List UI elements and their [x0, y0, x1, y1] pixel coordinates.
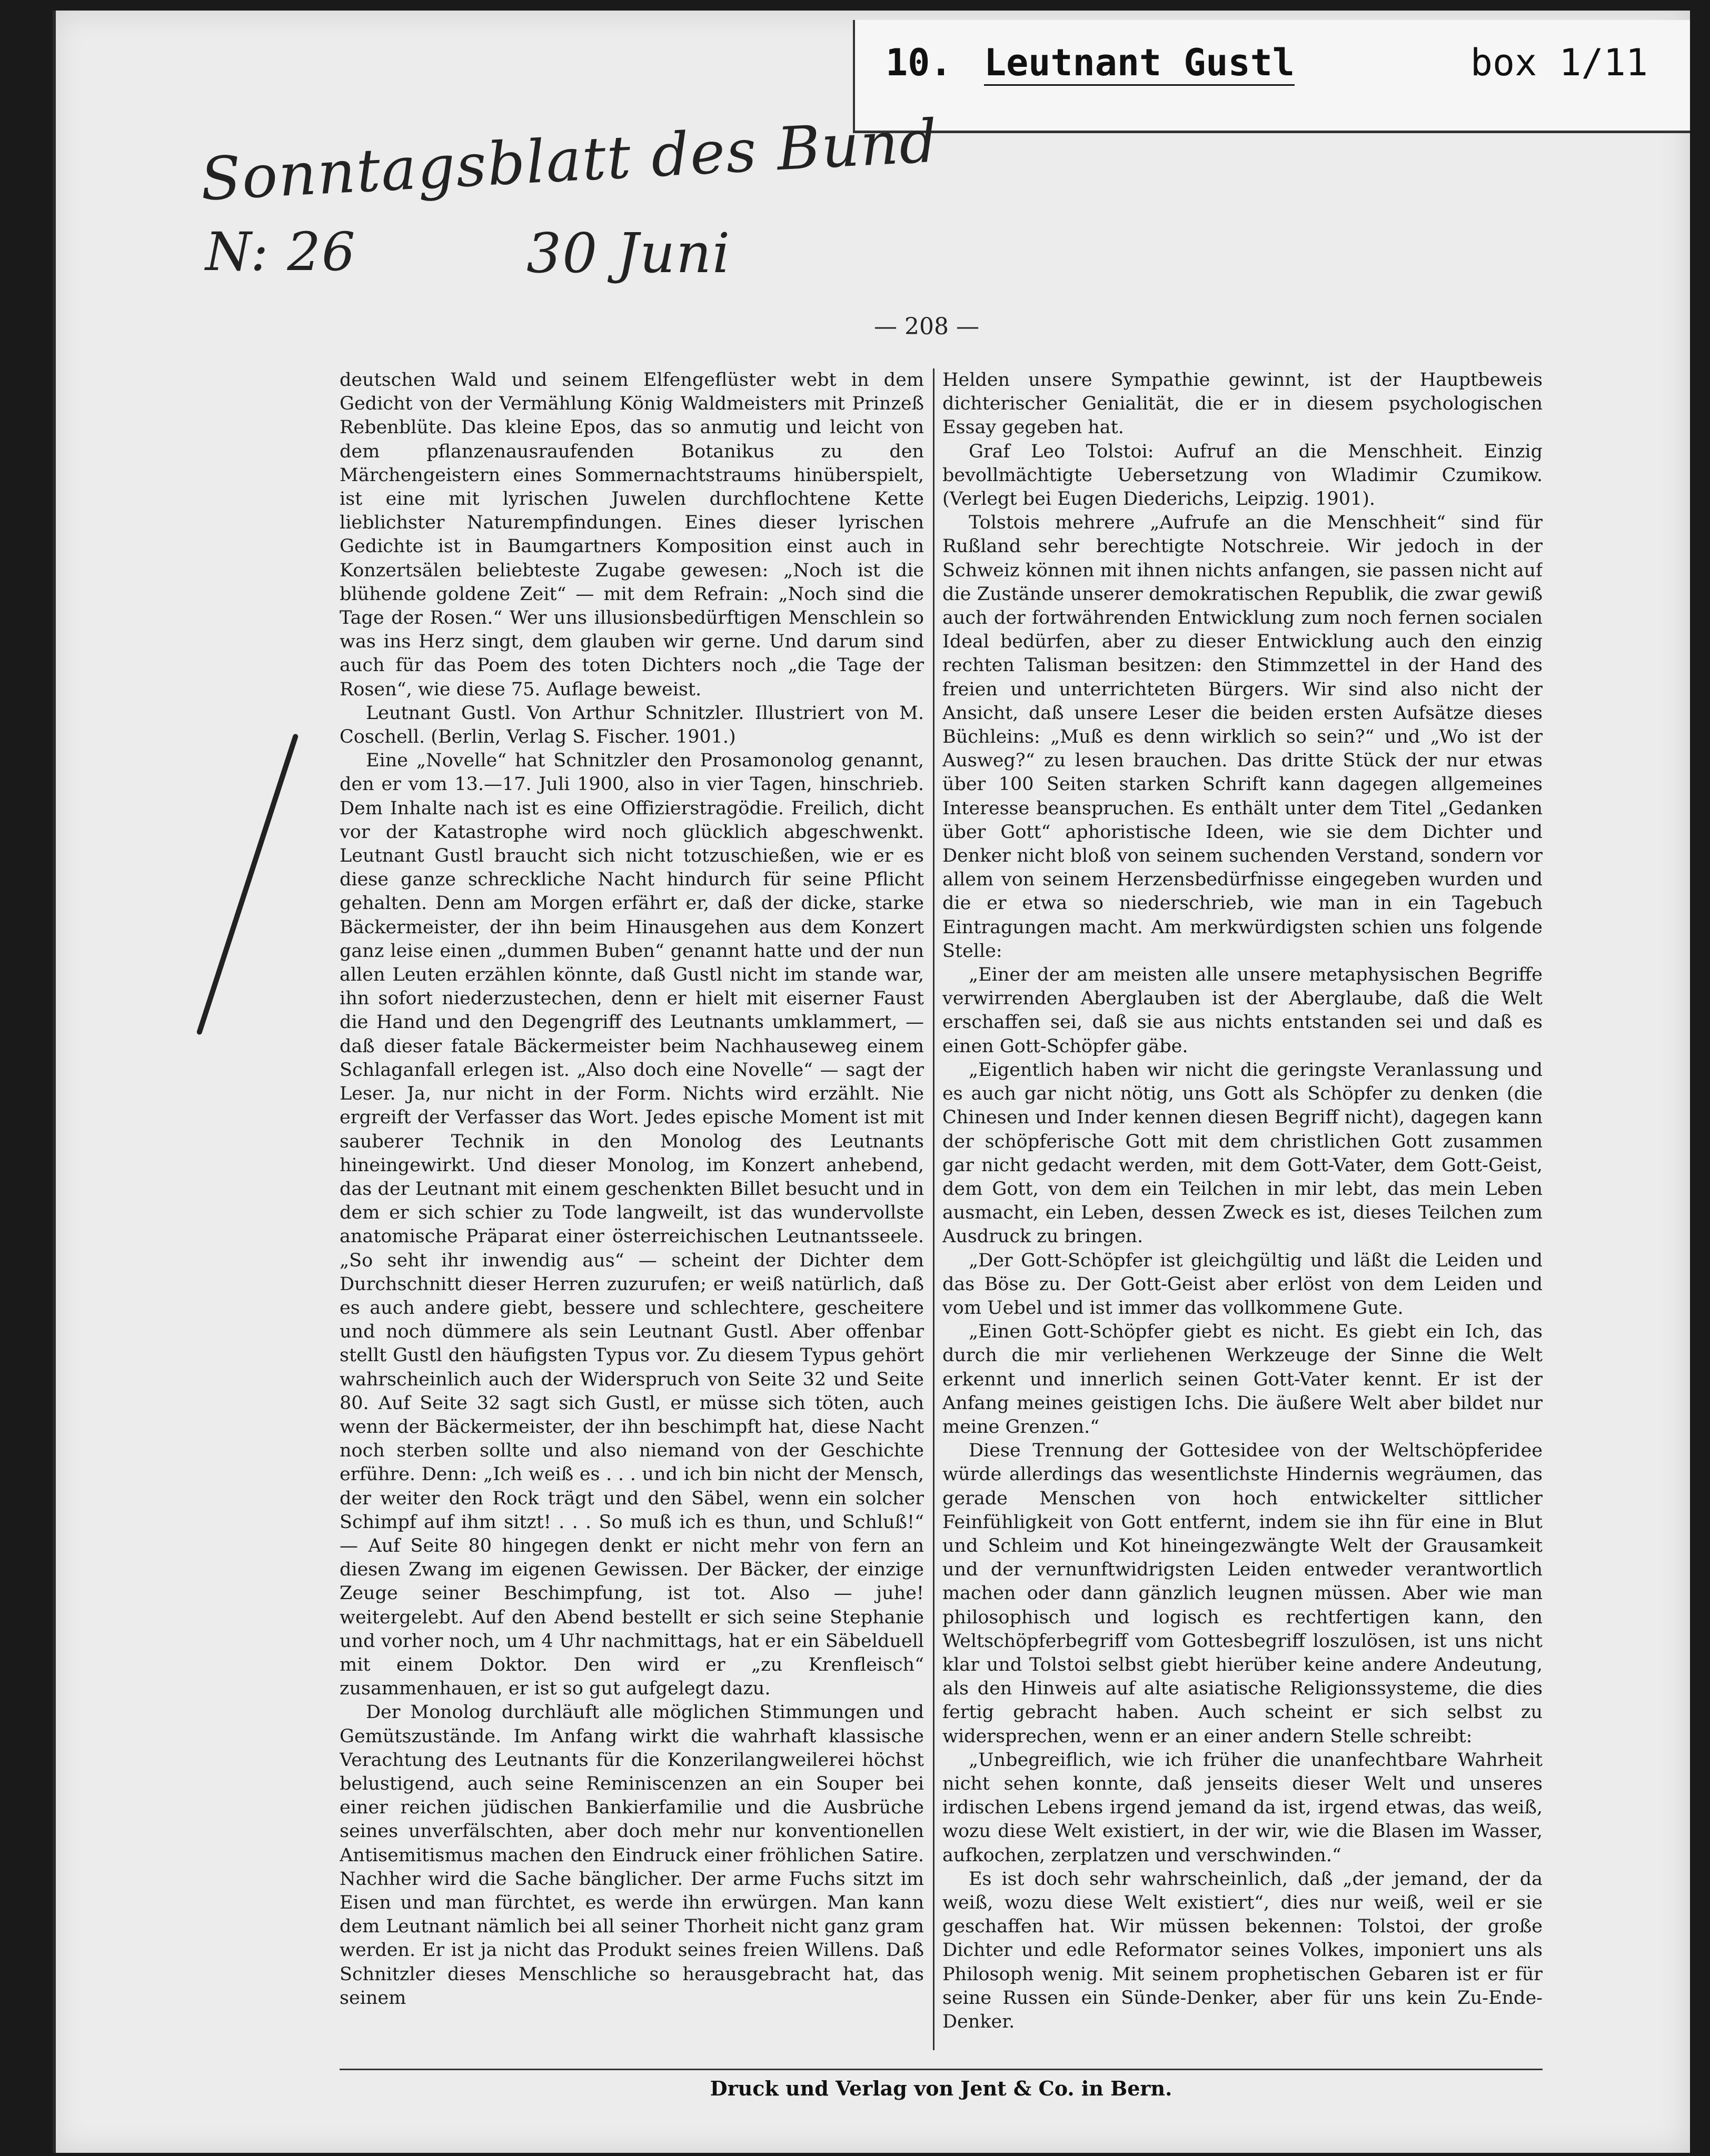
paragraph: Eine „Novelle“ hat Schnitzler den Prosamonolog genannt, den er vom 13.—17. Juli 1900, also in vier Tagen, hinschrieb. Dem Inhalte nach ist es eine Offizierstragödie. Freilich, dicht vor der Katastrophe wird noch glücklich abgeschwenkt. Leutnant Gustl braucht sich nicht totzuschießen, wie er es diese ganze schreckliche Nacht hindurch für seine Pflicht gehalten. Denn am Morgen erfährt er, daß der dicke, starke Bäckermeister, der ihn beim Hinausgehen aus dem Konzert ganz leise einen „dummen Buben“ genannt hatte und der nun allen Leuten erzählen könnte, daß Gustl nicht im stande war, ihn sofort niederzustechen, denn er hielt mit eiserner Faust die Hand und den Degengriff des Leutnants umklammert, — daß dieser fatale Bäckermeister beim Nachhauseweg einem Schlaganfall erlegen ist. „Also doch eine Novelle“ — sagt der Leser. Ja, nur nicht in der Form. Nichts wird erzählt. Nie ergreift der Verfasser das Wort. Jedes epische Moment ist mit sauberer Technik in den Monolog des Leutnants hineingewirkt. Und dieser Monolog, im Konzert anhebend, das der Leutnant mit einem geschenkten Billet besucht und in dem er sich schier zu Tode langweilt, ist das wundervollste anatomische Präparat einer österreichischen Leutnantsseele. „So seht ihr inwendig aus“ — scheint der Dichter dem Durchschnitt dieser Herren zuzurufen; er weiß natürlich, daß es auch andere giebt, bessere und schlechtere, gescheitere und noch dümmere als sein Leutnant Gustl. Aber offenbar stellt Gustl den häufigsten Typus vor. Zu diesem Typus gehört wahrscheinlich auch der Widerspruch von Seite 32 und Seite 80. Auf Seite 32 sagt sich Gustl, er müsse sich töten, auch wenn der Bäckermeister, der ihn beschimpft hat, diese Nacht noch sterben sollte und also niemand von der Geschichte erführe. Denn: „Ich weiß es . . . und ich bin nicht der Mensch, der weiter den Rock trägt und den Säbel, wenn ein solcher Schimpf auf ihm sitzt! . . . So muß ich es thun, und Schluß!“ — Auf Seite 80 hingegen denkt er nicht mehr von fern an diesen Zwang im eigenen Gewissen. Der Bäcker, der einzige Zeuge seiner Beschimpfung, ist tot. Also — juhe! weitergelebt. Auf den Abend bestellt er sich seine Stephanie und vorher noch, um 4 Uhr nachmittags, hat er ein Säbelduell mit einem Doktor. Den wird er „zu Krenfleisch“ zusammenhauen, er ist so gut aufgelegt dazu.: [340, 750, 924, 1700]
quote-paragraph: „Einen Gott-Schöpfer giebt es nicht. Es giebt ein Ich, das durch die mir verliehenen Werkzeuge der Sinne die Welt erkennt und innerlich seinen Gott-Vater kennt. Er ist der Anfang meines geistigen Ichs. Die äußere Welt aber bildet nur meine Grenzen.“: [942, 1321, 1543, 1438]
paragraph: Der Monolog durchläuft alle möglichen Stimmungen und Gemütszustände. Im Anfang wirkt die wahrhaft klassische Verachtung des Leutnants für die Konzerilangweilerei höchst belustigend, auch seine Reminiscenzen an ein Souper bei einer reichen jüdischen Bankierfamilie und die Ausbrüche seines unverfälschten, aber doch mehr nur konventionellen Antisemitismus machen den Eindruck einer fröhlichen Satire. Nachher wird die Sache bänglicher. Der arme Fuchs sitzt im Eisen und man fürchtet, es werde ihn erwürgen. Man kann dem Leutnant nämlich bei all seiner Thorheit nicht ganz gram werden. Er ist ja nicht das Produkt seines freien Willens. Daß Schnitzler dieses Menschliche so herausgebracht hat, das seinem: [340, 1702, 924, 2009]
imprint: Druck und Verlag von Jent & Co. in Bern.: [710, 2077, 1172, 2100]
paragraph: deutschen Wald und seinem Elfengeflüster webt in dem Gedicht von der Vermählung König Waldmeisters mit Prinzeß Rebenblüte. Das kleine Epos, das so anmutig und leicht von dem pflanzenausraufenden Botanikus zu den Märchengeistern eines Sommernachtstraums hinüberspielt, ist eine mit lyrischen Juwelen durchflochtene Kette lieblichster Naturempfindungen. Eines dieser lyrischen Gedichte ist in Baumgartners Komposition einst auch in Konzertsälen beliebteste Zugabe gewesen: „Noch ist die blühende goldene Zeit“ — mit dem Refrain: „Noch sind die Tage der Rosen.“ Wer uns illusionsbedürftigen Menschlein so was ins Herz singt, dem glauben wir gerne. Und darum sind auch für das Poem des toten Dichters noch „die Tage der Rosen“, wie diese 75. Auflage beweist.: [340, 370, 924, 700]
handwritten-date: 30 Juni: [526, 221, 731, 285]
quote-paragraph: „Der Gott-Schöpfer ist gleichgültig und läßt die Leiden und das Böse zu. Der Gott-Geist aber erlöst von dem Leiden und vom Uebel und ist immer das vollkommene Gute.: [942, 1250, 1543, 1319]
handwritten-publication: Sonntagsblatt des Bund: [198, 107, 940, 214]
right-column: [942, 368, 1543, 2058]
paragraph: Tolstois mehrere „Aufrufe an die Menschheit“ sind für Rußland sehr berechtigte Notschreie. Wir jedoch in der Schweiz können mit ihnen nichts anfangen, sie passen nicht auf die Zustände unserer demokratischen Republik, die zwar gewiß auch der fortwährenden Entwicklung zum noch fernen socialen Ideal bedürfen, aber zu dieser Entwicklung auch den einzig rechten Talisman besitzen: den Stimmzettel in der Hand des freien und unterrichteten Bürgers. Wir sind also nicht der Ansicht, daß unsere Leser die beiden ersten Aufsätze dieses Büchleins: „Muß es denn wirklich so sein?“ und „Wo ist der Ausweg?“ zu lesen brauchen. Das dritte Stück der nur etwas über 100 Seiten starken Schrift kann dagegen allgemeines Interesse beanspruchen. Es enthält unter dem Titel „Gedanken über Gott“ aphoristische Ideen, wie sie dem Dichter und Denker nicht bloß von seinem suchenden Verstand, sondern vor allem von seinem Herzensbedürfnisse eingegeben wurden und die er etwa so niederschrieb, wie man in ein Tagebuch Eintragungen macht. Am merkwürdigsten schien uns folgende Stelle:: [942, 512, 1543, 962]
review-heading-schnitzler: Leutnant Gustl. Von Arthur Schnitzler. Illustriert von M. Coschell. (Berlin, Verlag S. Fischer. 1901.): [340, 702, 924, 748]
archive-label: [853, 20, 1690, 133]
archive-label-title: Leutnant Gustl: [984, 41, 1295, 86]
paragraph: Es ist doch sehr wahrscheinlich, daß „der jemand, der da weiß, wozu diese Welt existiert“, dies nur weiß, weil er sie geschaffen hat. Wir müssen bekennen: Tolstoi, der große Dichter und edle Reformator seines Volkes, imponiert uns als Philosoph wenig. Mit seinem prophetischen Gebaren ist er für seine Russen ein Sünde-Denker, aber für uns kein Zu-Ende-Denker.: [942, 1868, 1543, 2033]
column-divider: [933, 368, 934, 2050]
paragraph: Helden unsere Sympathie gewinnt, ist der Hauptbeweis dichterischer Genialität, die er in diesem psychologischen Essay gegeben hat.: [942, 370, 1543, 438]
paragraph: Diese Trennung der Gottesidee von der Weltschöpferidee würde allerdings das wesentlichste Hindernis wegräumen, das gerade Menschen von hoch entwickelter sittlicher Feinfühligkeit von Gott entfernt, indem sie ihn für eine in Blut und Schleim und Kot hineingezwängte Welt der Grausamkeit und der vernunftwidrigsten Leiden entweder verantwortlich machen oder dann gänzlich leugnen müssen. Aber wie man philosophisch und logisch es rechtfertigen kann, den Weltschöpferbegriff vom Gottesbegriff loszulösen, ist uns nicht klar und Tolstoi selbst giebt hierüber keine andere Andeutung, als den Hinweis auf alte asiatische Religionssysteme, die dies fertig gebracht haben. Auch scheint er sich selbst zu widersprechen, wenn er an einer andern Stelle schreibt:: [942, 1440, 1543, 1747]
handwritten-issue: N: 26: [205, 221, 356, 283]
quote-paragraph: „Unbegreiflich, wie ich früher die unanfechtbare Wahrheit nicht sehen konnte, daß jenseits dieser Welt und unseres irdischen Lebens irgend jemand da ist, irgend etwas, das weiß, wozu diese Welt existiert, in der wir, wie die Blasen im Wasser, aufkochen, zerplatzen und verschwinden.“: [942, 1749, 1543, 1866]
left-column: [340, 368, 924, 2058]
imprint-rule: [340, 2069, 1543, 2070]
quote-paragraph: „Einer der am meisten alle unsere metaphysischen Begriffe verwirrenden Aberglauben ist der Aberglaube, daß die Welt erschaffen sei, daß sie aus nichts entstanden sei und daß es einen Gott-Schöpfer gäbe.: [942, 964, 1543, 1057]
archive-label-number: 10.: [886, 41, 952, 84]
page-number: — 208 —: [874, 313, 979, 340]
review-heading-tolstoi: Graf Leo Tolstoi: Aufruf an die Menschheit. Einzig bevollmächtigte Uebersetzung von Wladimir Czumikow. (Verlegt bei Eugen Diederichs, Leipzig. 1901).: [942, 441, 1543, 510]
archive-label-box: box 1/11: [1470, 41, 1648, 84]
quote-paragraph: „Eigentlich haben wir nicht die geringste Veranlassung und es auch gar nicht nötig, uns Gott als Schöpfer zu denken (die Chinesen und Inder kennen diesen Begriff nicht), dagegen kann der schöpferische Gott mit dem christlichen Gott zusammen gar nicht gedacht werden, mit dem Gott-Vater, dem Gott-Geist, dem Gott, von dem ein Teilchen in mir lebt, das mein Leben ausmacht, ein Leben, dessen Zweck es ist, dieses Teilchen zum Ausdruck zu bringen.: [942, 1059, 1543, 1247]
